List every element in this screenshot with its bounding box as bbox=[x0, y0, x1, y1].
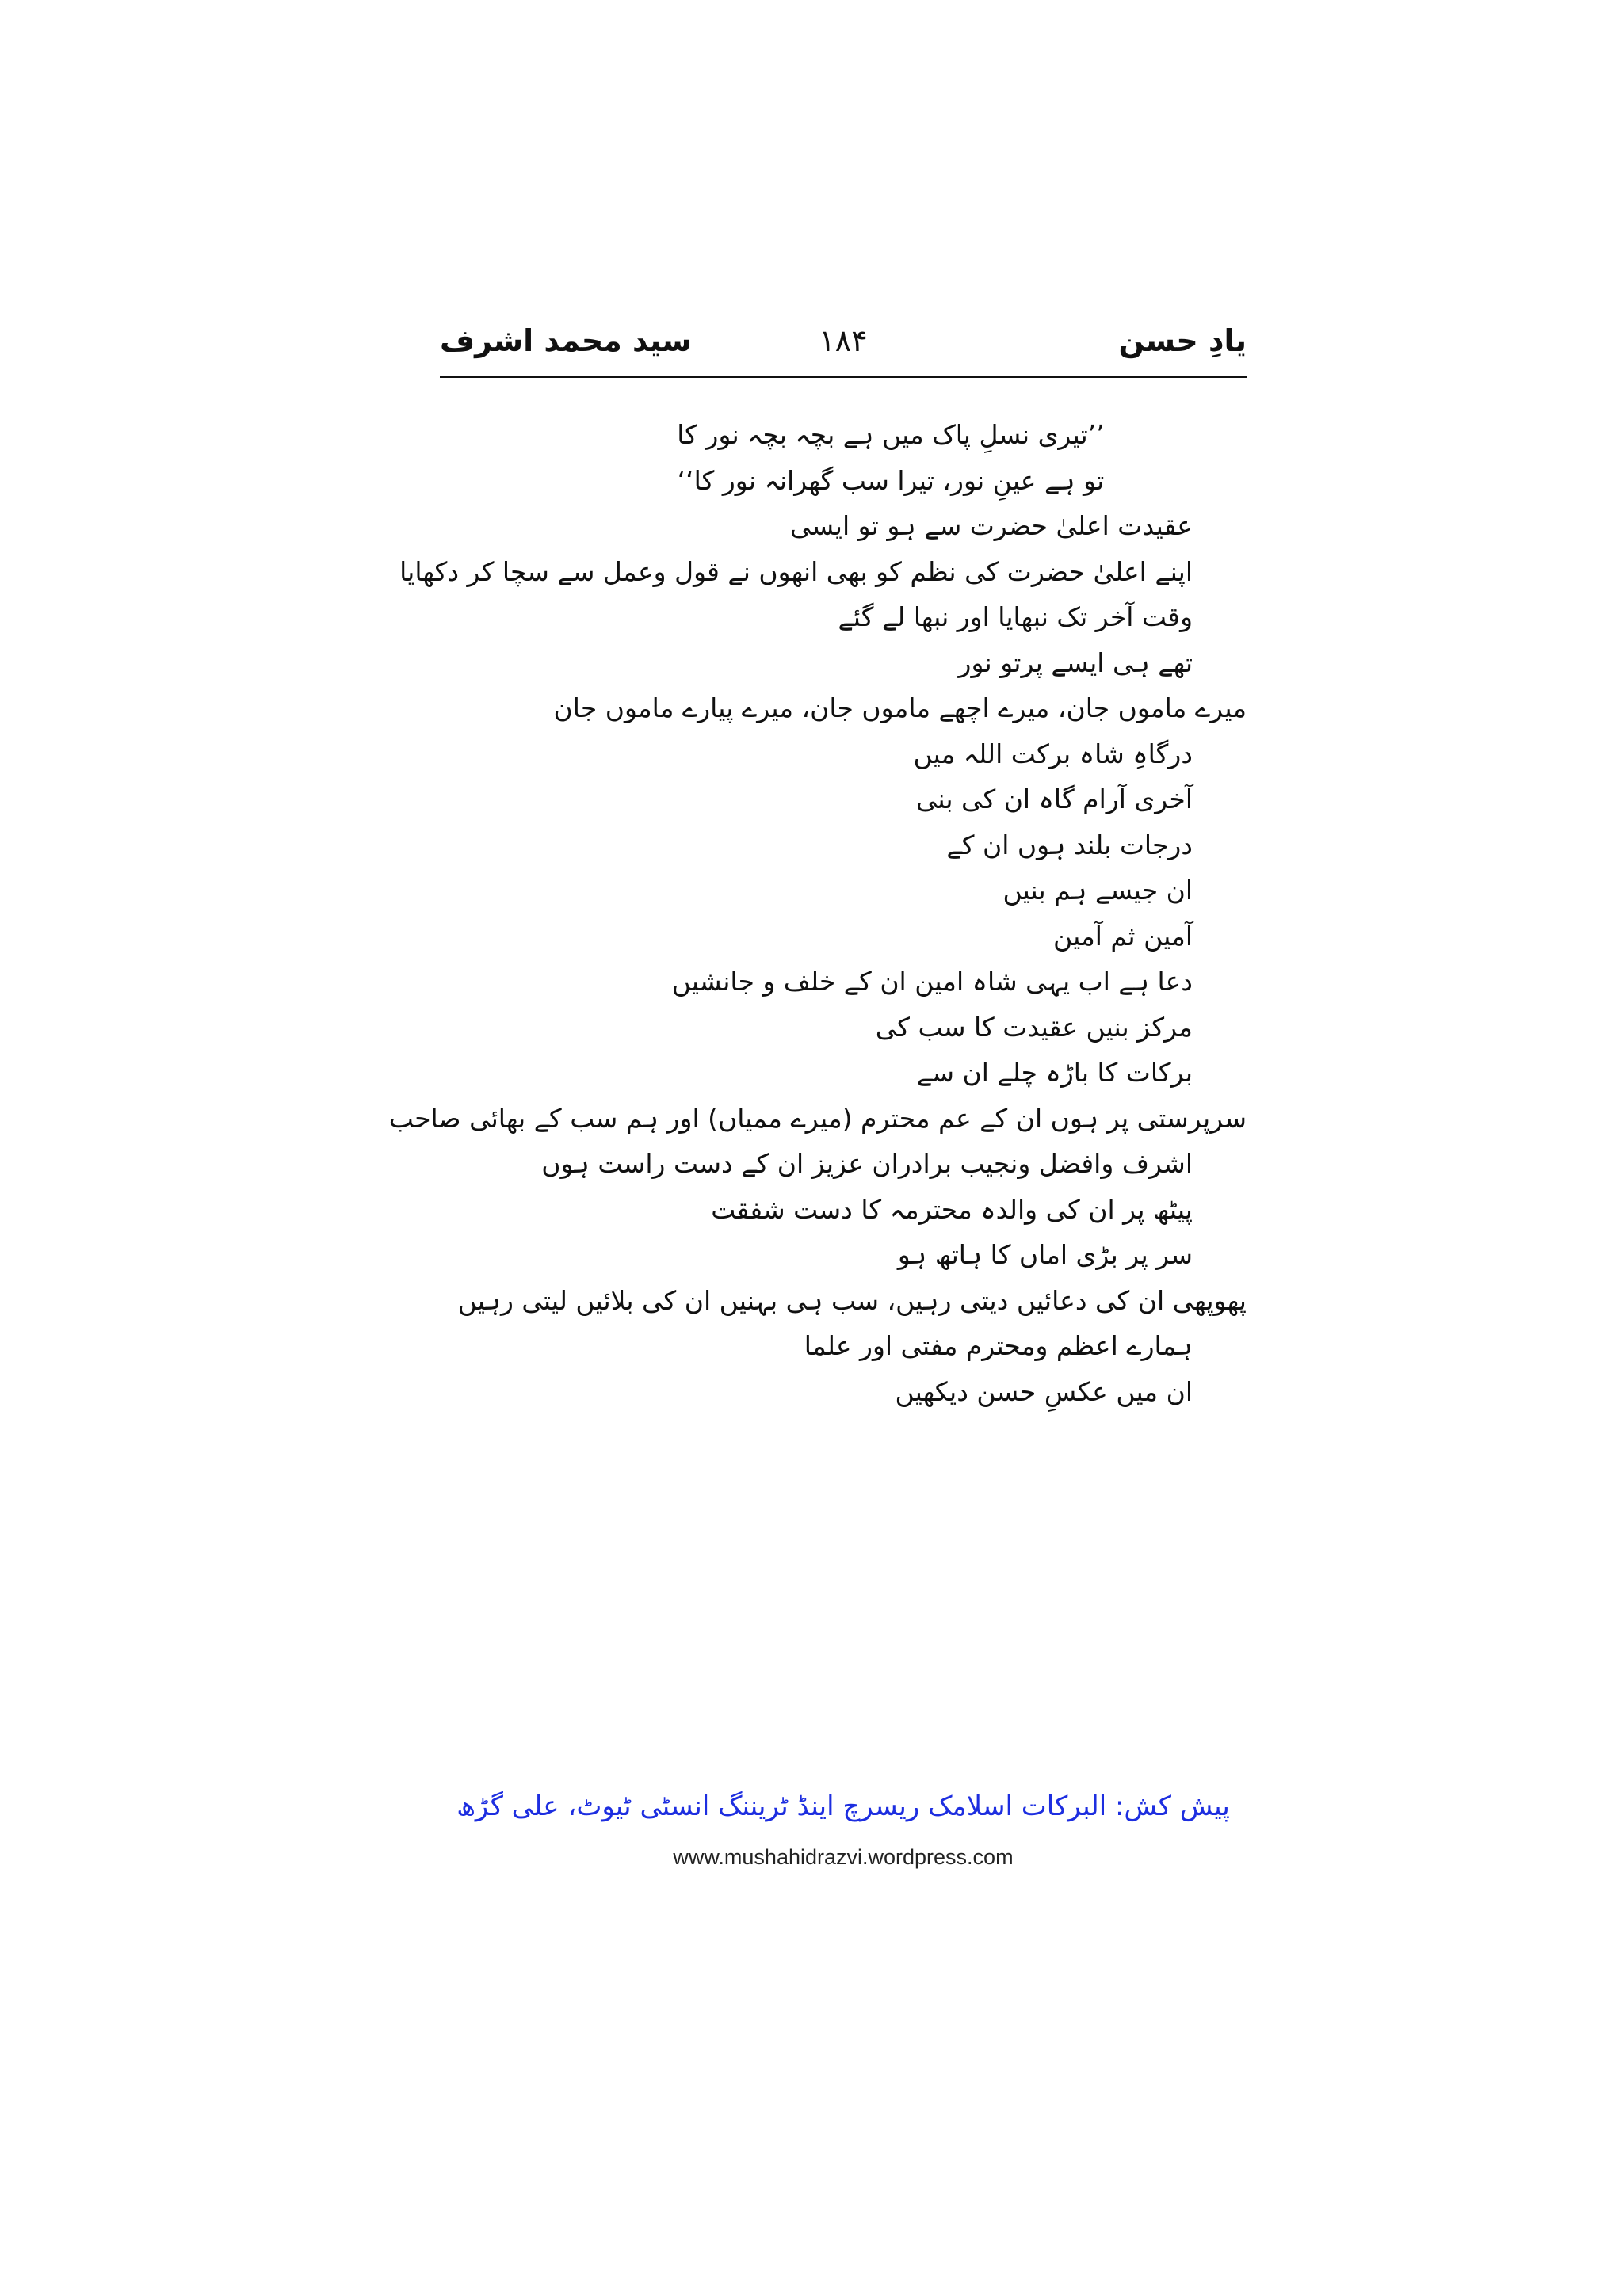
text-line: اشرف وافضل ونجیب برادران عزیز ان کے دست راست ہوں bbox=[541, 1148, 1193, 1179]
text-line: آخری آرام گاہ ان کی بنی bbox=[915, 784, 1193, 814]
text-line: اپنے اعلیٰ حضرت کی نظم کو بھی انھوں نے قول وعمل سے سچا کر دکھایا bbox=[399, 555, 1193, 587]
text-line: آمین ثم آمین bbox=[1053, 920, 1193, 952]
poem-line: ’’تیری نسلِ پاک میں ہے بچہ بچہ نور کا bbox=[677, 419, 1105, 450]
text-line: دعا ہے اب یہی شاہ امین ان کے خلف و جانشیں bbox=[671, 966, 1193, 997]
text-line: ان جیسے ہم بنیں bbox=[1002, 875, 1193, 906]
text-line: وقت آخر تک نبھایا اور نبھا لے گئے bbox=[838, 601, 1193, 632]
text-line: ان میں عکسِ حسن دیکھیں bbox=[895, 1375, 1193, 1407]
text-line: درجات بلند ہوں ان کے bbox=[946, 829, 1193, 860]
text-line: سر پر بڑی اماں کا ہاتھ ہو bbox=[897, 1239, 1193, 1270]
text-line: میرے ماموں جان، میرے اچھے ماموں جان، میرے پیارے ماموں جان bbox=[553, 692, 1247, 723]
text-line: عقیدت اعلیٰ حضرت سے ہو تو ایسی bbox=[789, 510, 1193, 541]
text-line: سرپرستی پر ہوں ان کے عم محترم (میرے ممیاں) اور ہم سب کے بھائی صاحب bbox=[388, 1102, 1247, 1134]
website-url: www.mushahidrazvi.wordpress.com bbox=[673, 1845, 1014, 1869]
text-line: تھے ہی ایسے پرتو نور bbox=[958, 646, 1193, 678]
poem-line: تو ہے عینِ نور، تیرا سب گھرانہ نور کا‘‘ bbox=[677, 464, 1105, 496]
page-number: ۱۸۴ bbox=[819, 323, 868, 358]
text-line: برکات کا باڑہ چلے ان سے bbox=[917, 1057, 1193, 1088]
text-line: پیٹھ پر ان کی والدہ محترمہ کا دست شفقت bbox=[711, 1193, 1193, 1225]
book-title: یادِ حسن bbox=[1118, 323, 1247, 358]
header-rule bbox=[440, 376, 1247, 378]
text-line: ہمارے اعظم ومحترم مفتی اور علما bbox=[804, 1330, 1193, 1361]
publisher-credit: پیش کش: البرکات اسلامک ریسرچ اینڈ ٹریننگ انسٹی ٹیوٹ، علی گڑھ bbox=[456, 1791, 1230, 1822]
text-line: پھوپھی ان کی دعائیں دیتی رہیں، سب ہی بہنیں ان کی بلائیں لیتی رہیں bbox=[457, 1284, 1247, 1316]
text-line: درگاہِ شاہ برکت اللہ میں bbox=[913, 738, 1193, 769]
body-text bbox=[388, 412, 1247, 1414]
page-header bbox=[440, 317, 1247, 374]
page-footer bbox=[440, 1783, 1247, 1876]
text-line: مرکز بنیں عقیدت کا سب کی bbox=[875, 1011, 1193, 1043]
author-name: سید محمد اشرف bbox=[440, 323, 692, 358]
